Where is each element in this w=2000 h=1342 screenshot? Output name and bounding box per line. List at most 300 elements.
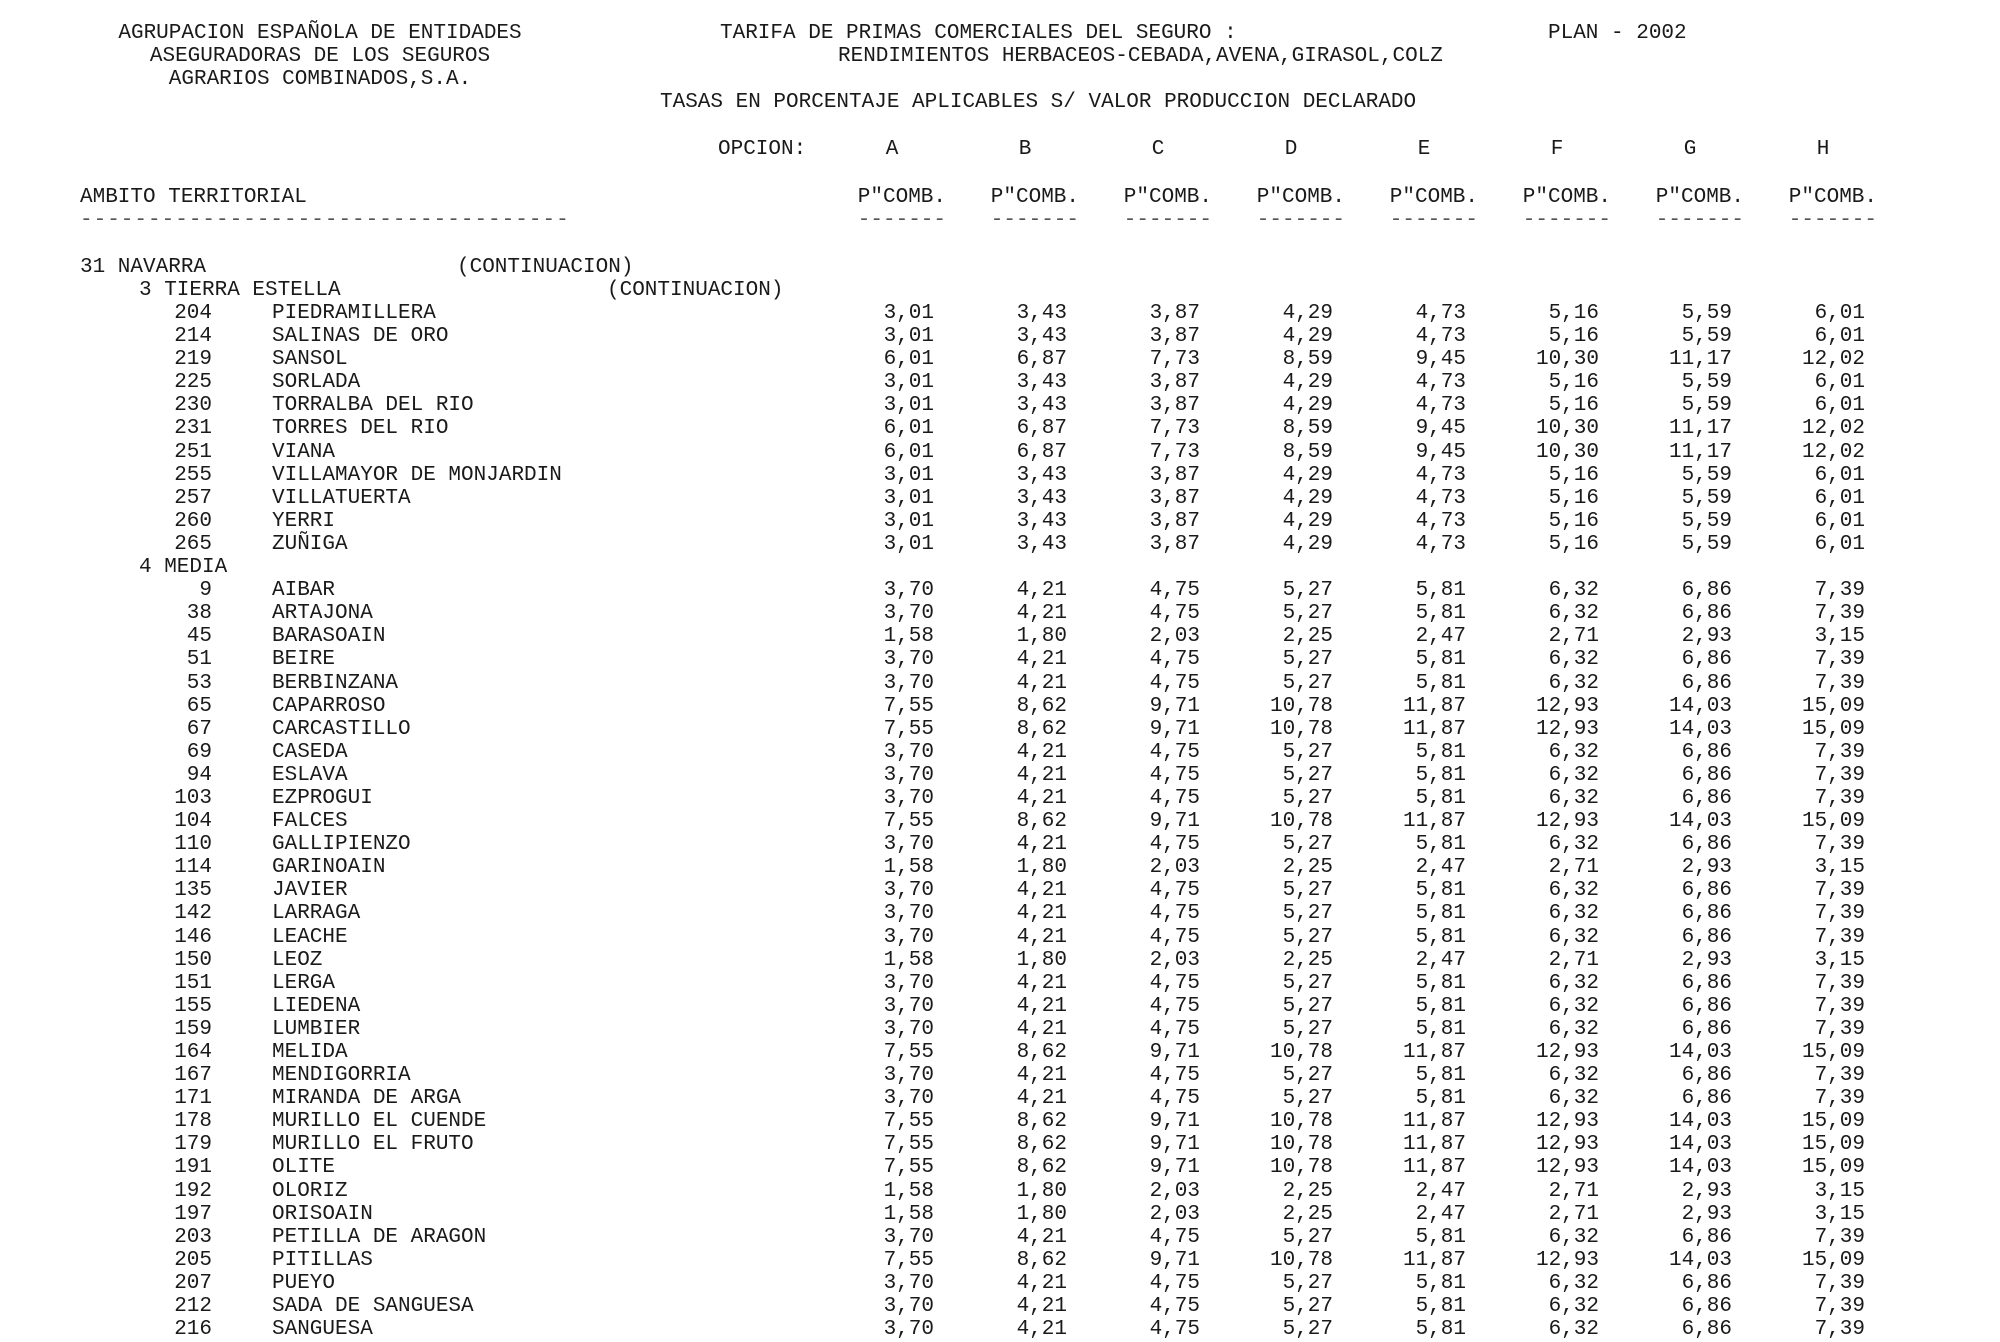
municipality-code: 225 [174,371,212,395]
rate-value: 5,81 [1415,1017,1466,1041]
municipality-name: BARASOAIN [272,625,386,649]
rate-value: 10,78 [1269,1156,1333,1180]
municipality-code: 142 [174,902,212,926]
rate-value: 1,80 [1016,1179,1067,1203]
rate-value: 5,16 [1548,463,1599,487]
municipality-code: 214 [174,325,212,349]
rate-value: 6,86 [1681,763,1732,787]
municipality-code: 146 [174,925,212,949]
document-subtitle: RENDIMIENTOS HERBACEOS-CEBADA,AVENA,GIRASOL,COLZ [838,45,1443,68]
rate-value: 3,15 [1814,1202,1865,1226]
municipality-code: 192 [174,1179,212,1203]
rate-value: 5,16 [1548,509,1599,533]
rate-value: 7,39 [1814,763,1865,787]
municipality-name: TORRES DEL RIO [272,417,449,441]
rate-value: 3,43 [1016,463,1067,487]
municipality-code: 159 [174,1017,212,1041]
municipality-name: AIBAR [272,579,336,603]
rate-value: 7,39 [1814,786,1865,810]
rate-value: 7,55 [883,810,934,834]
rate-value: 9,71 [1149,1041,1200,1064]
rate-value: 10,78 [1269,810,1333,834]
rate-value: 3,87 [1149,532,1200,556]
rate-value: 2,03 [1149,625,1200,649]
rate-value: 7,55 [883,1133,934,1157]
rate-value: 4,75 [1149,740,1200,764]
rate-value: 5,27 [1282,1318,1333,1342]
rate-value: 6,32 [1548,786,1599,810]
municipality-code: 257 [174,486,212,510]
rate-value: 2,25 [1282,1202,1333,1226]
municipality-code: 104 [174,810,212,834]
rate-value: 10,78 [1269,1248,1333,1272]
rate-value: 2,71 [1548,1202,1599,1226]
rate-value: 4,73 [1415,532,1466,556]
rate-value: 4,75 [1149,1271,1200,1295]
rate-value: 5,81 [1415,925,1466,949]
municipality-name: SADA DE SANGUESA [272,1295,474,1319]
rate-value: 7,39 [1814,1064,1865,1088]
rate-value: 4,75 [1149,833,1200,857]
rate-value: 4,21 [1016,602,1067,626]
rate-value: 2,25 [1282,625,1333,649]
rate-value: 4,75 [1149,602,1200,626]
sub-header: P"COMB. [1522,186,1611,209]
rate-value: 3,15 [1814,625,1865,649]
municipality-code: 212 [174,1295,212,1319]
rate-value: 11,17 [1668,417,1732,441]
rate-value: 11,87 [1402,1156,1466,1180]
rate-value: 4,21 [1016,648,1067,672]
rate-value: 5,27 [1282,1064,1333,1088]
rate-value: 6,87 [1016,417,1067,441]
rate-value: 14,03 [1668,1248,1732,1272]
rate-value: 6,86 [1681,971,1732,995]
rate-value: 6,86 [1681,879,1732,903]
rate-value: 4,21 [1016,1271,1067,1295]
rate-value: 5,27 [1282,1225,1333,1249]
municipality-name: SALINAS DE ORO [272,325,449,349]
rate-value: 7,73 [1149,417,1200,441]
table-row [0,672,2000,695]
municipality-code: 231 [174,417,212,441]
municipality-code: 67 [186,717,212,741]
rate-value: 5,16 [1548,325,1599,349]
subregion-name: 3 TIERRA ESTELLA [139,279,341,302]
option-header: A [885,138,899,161]
municipality-name: ARTAJONA [272,602,373,626]
rate-value: 3,43 [1016,532,1067,556]
rate-value: 10,78 [1269,1041,1333,1064]
rate-value: 7,39 [1814,648,1865,672]
municipality-code: 151 [174,971,212,995]
municipality-code: 255 [174,463,212,487]
municipality-name: CAPARROSO [272,694,386,718]
rate-value: 8,62 [1016,694,1067,718]
municipality-name: FALCES [272,810,348,834]
municipality-code: 103 [174,786,212,810]
rate-value: 12,93 [1535,1156,1599,1180]
rate-value: 5,27 [1282,786,1333,810]
rate-value: 1,58 [883,856,934,880]
table-row [0,1180,2000,1203]
sub-header: P"COMB. [1256,186,1345,209]
table-row [0,625,2000,648]
rate-value: 2,25 [1282,948,1333,972]
table-row [0,764,2000,787]
rate-value: 5,59 [1681,394,1732,418]
rate-value: 6,86 [1681,902,1732,926]
rate-value: 3,43 [1016,509,1067,533]
rate-value: 6,86 [1681,1295,1732,1319]
rate-value: 2,71 [1548,856,1599,880]
rate-value: 5,27 [1282,1295,1333,1319]
rate-value: 4,29 [1282,302,1333,325]
municipality-code: 205 [174,1248,212,1272]
rate-value: 3,70 [883,740,934,764]
rate-value: 3,01 [883,394,934,418]
rate-value: 6,01 [1814,371,1865,395]
rate-value: 9,71 [1149,1133,1200,1157]
rate-value: 5,27 [1282,602,1333,626]
rate-value: 6,86 [1681,1271,1732,1295]
municipality-name: BERBINZANA [272,671,399,695]
table-row [0,371,2000,394]
rate-value: 7,39 [1814,971,1865,995]
sub-header: P"COMB. [1123,186,1212,209]
rate-value: 9,71 [1149,1156,1200,1180]
rate-value: 10,78 [1269,694,1333,718]
rate-value: 4,73 [1415,486,1466,510]
rate-value: 6,87 [1016,348,1067,372]
municipality-name: MURILLO EL CUENDE [272,1110,487,1134]
rate-value: 6,86 [1681,740,1732,764]
rate-value: 9,45 [1415,417,1466,441]
rate-value: 6,32 [1548,1318,1599,1342]
rate-value: 7,39 [1814,671,1865,695]
rate-value: 4,75 [1149,1087,1200,1111]
rate-value: 3,87 [1149,486,1200,510]
table-row [0,394,2000,417]
rate-value: 5,27 [1282,1017,1333,1041]
rate-value: 3,43 [1016,325,1067,349]
rate-value: 6,32 [1548,763,1599,787]
table-row [0,902,2000,925]
municipality-code: 94 [186,763,212,787]
sub-header: P"COMB. [1655,186,1744,209]
municipality-code: 51 [186,648,212,672]
rate-value: 2,03 [1149,1179,1200,1203]
rate-value: 2,47 [1415,1202,1466,1226]
rate-value: 6,01 [883,348,934,372]
rate-value: 6,86 [1681,1087,1732,1111]
rate-value: 3,87 [1149,325,1200,349]
organization-name [80,22,560,91]
table-row [0,1249,2000,1272]
municipality-code: 216 [174,1318,212,1342]
rate-value: 11,17 [1668,440,1732,464]
subregion-name: 4 MEDIA [139,556,228,580]
rate-value: 3,70 [883,602,934,626]
rate-value: 12,02 [1801,440,1865,464]
municipality-name: GALLIPIENZO [272,833,411,857]
sub-header: P"COMB. [1788,186,1877,209]
rate-value: 9,45 [1415,440,1466,464]
municipality-name: YERRI [272,509,336,533]
municipality-name: ESLAVA [272,763,348,787]
municipality-code: 135 [174,879,212,903]
rate-value: 5,27 [1282,971,1333,995]
rate-value: 6,01 [883,417,934,441]
municipality-name: PETILLA DE ARAGON [272,1225,487,1249]
rate-value: 5,81 [1415,1295,1466,1319]
rate-value: 7,39 [1814,879,1865,903]
rate-value: 12,02 [1801,417,1865,441]
rate-value: 7,55 [883,1248,934,1272]
rate-value: 5,16 [1548,532,1599,556]
rate-value: 4,29 [1282,509,1333,533]
municipality-name: SANGUESA [272,1318,373,1342]
rate-value: 3,87 [1149,302,1200,325]
municipality-code: 230 [174,394,212,418]
rate-value: 3,70 [883,1225,934,1249]
rate-value: 11,87 [1402,1248,1466,1272]
rate-value: 6,86 [1681,833,1732,857]
rate-value: 6,32 [1548,1295,1599,1319]
rate-value: 15,09 [1801,1248,1865,1272]
rate-value: 3,87 [1149,394,1200,418]
rate-value: 10,78 [1269,1133,1333,1157]
rate-value: 9,71 [1149,810,1200,834]
rate-value: 9,71 [1149,717,1200,741]
rate-value: 5,81 [1415,579,1466,603]
rate-value: 1,58 [883,1179,934,1203]
rate-value: 2,71 [1548,1179,1599,1203]
region-continuation: (CONTINUACION) [457,256,634,279]
rate-value: 12,93 [1535,1041,1599,1064]
rate-value: 3,87 [1149,509,1200,533]
table-row [0,325,2000,348]
rate-value: 3,87 [1149,371,1200,395]
rate-value: 2,47 [1415,625,1466,649]
rate-value: 5,81 [1415,602,1466,626]
municipality-name: ORISOAIN [272,1202,373,1226]
rate-value: 3,70 [883,671,934,695]
table-row [0,695,2000,718]
rate-value: 4,29 [1282,486,1333,510]
rate-value: 7,55 [883,1041,934,1064]
rate-value: 4,73 [1415,394,1466,418]
rate-value: 3,01 [883,325,934,349]
rate-value: 4,75 [1149,671,1200,695]
rate-value: 12,93 [1535,717,1599,741]
rate-value: 4,21 [1016,1295,1067,1319]
rate-value: 7,39 [1814,602,1865,626]
option-header: H [1816,138,1830,161]
sub-header-rule: ------- [1655,209,1744,232]
rate-value: 6,86 [1681,579,1732,603]
rate-value: 5,27 [1282,833,1333,857]
rate-value: 7,39 [1814,925,1865,949]
municipality-name: CASEDA [272,740,348,764]
municipality-name: MENDIGORRIA [272,1064,411,1088]
rate-value: 4,75 [1149,786,1200,810]
rates-table-body [0,302,2000,1341]
sub-header-rule: ------- [857,209,946,232]
rate-value: 2,03 [1149,856,1200,880]
municipality-code: 251 [174,440,212,464]
rate-value: 3,70 [883,902,934,926]
municipality-name: LEOZ [272,948,323,972]
rate-value: 4,73 [1415,463,1466,487]
rate-value: 3,70 [883,879,934,903]
rate-value: 6,32 [1548,971,1599,995]
region-name: 31 NAVARRA [80,256,207,279]
rates-description: TASAS EN PORCENTAJE APLICABLES S/ VALOR PRODUCCION DECLARADO [660,91,1417,114]
rate-value: 3,01 [883,463,934,487]
rate-value: 6,32 [1548,902,1599,926]
rate-value: 1,80 [1016,625,1067,649]
municipality-name: LIEDENA [272,994,361,1018]
rate-value: 7,39 [1814,740,1865,764]
municipality-code: 45 [186,625,212,649]
rate-value: 6,32 [1548,671,1599,695]
rate-value: 7,55 [883,694,934,718]
municipality-code: 53 [186,671,212,695]
option-header: E [1417,138,1431,161]
municipality-code: 114 [174,856,212,880]
rate-value: 5,81 [1415,1087,1466,1111]
rate-value: 1,80 [1016,948,1067,972]
rate-value: 5,27 [1282,1087,1333,1111]
rate-value: 12,02 [1801,348,1865,372]
municipality-code: 203 [174,1225,212,1249]
table-row [0,1156,2000,1179]
rate-value: 1,80 [1016,856,1067,880]
table-row [0,718,2000,741]
rate-value: 6,32 [1548,1087,1599,1111]
rate-value: 8,62 [1016,1156,1067,1180]
rate-value: 14,03 [1668,694,1732,718]
rate-value: 2,93 [1681,1202,1732,1226]
table-row [0,1318,2000,1341]
rate-value: 6,32 [1548,925,1599,949]
municipality-code: 178 [174,1110,212,1134]
rate-value: 4,21 [1016,786,1067,810]
municipality-name: EZPROGUI [272,786,373,810]
rate-value: 5,16 [1548,371,1599,395]
municipality-code: 69 [186,740,212,764]
rate-value: 7,39 [1814,1318,1865,1342]
municipality-name: BEIRE [272,648,336,672]
rate-value: 4,29 [1282,463,1333,487]
rate-value: 5,27 [1282,671,1333,695]
rate-value: 7,39 [1814,833,1865,857]
org-line-3: AGRARIOS COMBINADOS,S.A. [168,68,472,91]
rate-value: 3,70 [883,579,934,603]
table-row [0,1203,2000,1226]
rate-value: 5,59 [1681,509,1732,533]
rate-value: 8,59 [1282,417,1333,441]
table-row [0,1133,2000,1156]
rate-value: 2,25 [1282,1179,1333,1203]
municipality-code: 167 [174,1064,212,1088]
rate-value: 5,27 [1282,994,1333,1018]
table-row [0,602,2000,625]
rate-value: 6,86 [1681,925,1732,949]
table-row [0,741,2000,764]
table-row [0,1295,2000,1318]
rate-value: 5,81 [1415,671,1466,695]
rate-value: 4,75 [1149,1064,1200,1088]
rate-value: 8,62 [1016,717,1067,741]
sub-header-rule: ------- [1256,209,1345,232]
rate-value: 6,32 [1548,1225,1599,1249]
rate-value: 3,70 [883,1271,934,1295]
subregion-continuation: (CONTINUACION) [607,279,784,302]
rate-value: 7,39 [1814,1295,1865,1319]
rate-value: 6,01 [883,440,934,464]
rate-value: 6,32 [1548,879,1599,903]
rate-value: 5,81 [1415,740,1466,764]
municipality-code: 164 [174,1041,212,1064]
rate-value: 3,70 [883,648,934,672]
subregion-heading-media [0,556,2000,579]
municipality-name: SORLADA [272,371,361,395]
rate-value: 15,09 [1801,717,1865,741]
rate-value: 6,32 [1548,1064,1599,1088]
rate-value: 10,78 [1269,1110,1333,1134]
table-row [0,533,2000,556]
municipality-name: PUEYO [272,1271,336,1295]
municipality-name: SANSOL [272,348,348,372]
rate-value: 4,75 [1149,971,1200,995]
sub-header-rule: ------- [1123,209,1212,232]
rate-value: 4,75 [1149,1225,1200,1249]
table-row [0,348,2000,371]
rate-value: 8,62 [1016,1110,1067,1134]
table-row [0,856,2000,879]
table-row [0,648,2000,671]
table-row [0,810,2000,833]
table-row [0,995,2000,1018]
rate-value: 8,62 [1016,1248,1067,1272]
rate-value: 8,59 [1282,440,1333,464]
rate-value: 9,45 [1415,348,1466,372]
rate-value: 5,59 [1681,302,1732,325]
municipality-code: 110 [174,833,212,857]
option-header: B [1018,138,1032,161]
rate-value: 1,58 [883,625,934,649]
rate-value: 3,01 [883,371,934,395]
rate-value: 5,59 [1681,486,1732,510]
rate-value: 8,62 [1016,1133,1067,1157]
rate-value: 9,71 [1149,694,1200,718]
rate-value: 15,09 [1801,810,1865,834]
rate-value: 5,81 [1415,786,1466,810]
rate-value: 15,09 [1801,1041,1865,1064]
rate-value: 7,39 [1814,579,1865,603]
rate-value: 6,32 [1548,648,1599,672]
rate-value: 4,21 [1016,994,1067,1018]
rate-value: 3,01 [883,509,934,533]
municipality-name: LUMBIER [272,1017,361,1041]
rate-value: 14,03 [1668,717,1732,741]
rate-value: 6,32 [1548,740,1599,764]
rate-value: 1,58 [883,1202,934,1226]
rate-value: 4,75 [1149,648,1200,672]
rate-value: 11,87 [1402,810,1466,834]
